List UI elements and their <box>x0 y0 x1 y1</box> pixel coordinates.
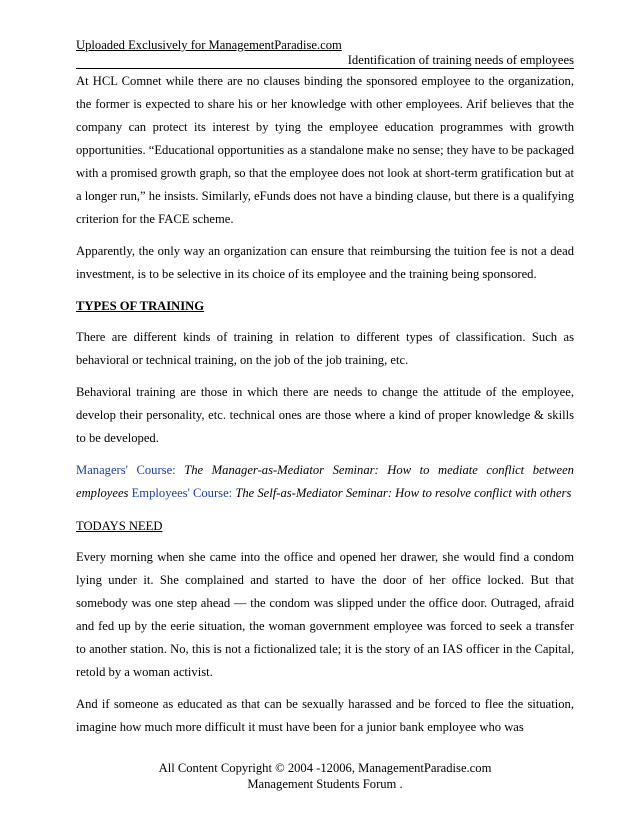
document-page <box>76 0 574 826</box>
paragraph-behavioral-training: Behavioral training are those in which there are needs to change the attitude of the employee, develop their personality, etc. technical ones are those where a kind of proper knowledge & skills to be developed. <box>76 385 574 445</box>
heading-todays-need: TODAYS NEED <box>76 519 163 533</box>
page-footer <box>76 760 574 792</box>
upload-notice: Uploaded Exclusively for ManagementParadise.com <box>76 38 342 52</box>
paragraph-hcl-comnet: At HCL Comnet while there are no clauses binding the sponsored employee to the organization, the former is expected to share his or her knowledge with other employees. Arif believes that the company can protect its interest by tying the employee education programmes with growth opportunities. “Educational opportunities as a standalone make no sense; they have to be packaged with a promised growth graph, so that the employee does not look at short-term gratification but at a longer run,” he insists. Similarly, eFunds does not have a binding clause, but there is a qualifying criterion for the FACE scheme. <box>76 74 575 226</box>
paragraph-kinds-of-training: There are different kinds of training in relation to different types of classification. Such as behavioral or technical training, on the job of the job training, etc. <box>76 330 574 367</box>
employees-course-label: Employees' Course: <box>131 486 233 500</box>
forum-line: Management Students Forum . <box>247 777 403 791</box>
paragraph-office-story: Every morning when she came into the office and opened her drawer, she would find a condom lying under it. She complained and started to have the door of her office locked. But that somebody was one step ahead — the condom was slipped under the office door. Outraged, afraid and fed up by the eerie situation, the woman government employee was forced to seek a transfer to another station. No, this is not a fictionalized tale; it is the story of an IAS officer in the Capital, retold by a woman activist. <box>76 550 574 679</box>
course-list <box>76 459 574 505</box>
paragraph-bank-employee: And if someone as educated as that can be sexually harassed and be forced to flee the situation, imagine how much more difficult it must have been for a junior bank employee who was <box>76 697 574 734</box>
document-body <box>76 70 574 748</box>
document-title: Identification of training needs of employees <box>347 53 574 67</box>
employees-course-title: The Self-as-Mediator Seminar: How to resolve conflict with others <box>235 486 572 500</box>
managers-course-label: Managers' Course: <box>76 463 176 477</box>
paragraph-selective-investment: Apparently, the only way an organization can ensure that reimbursing the tuition fee is not a dead investment, is to be selective in its choice of its employee and the training being sponsored. <box>76 244 574 281</box>
heading-types-of-training: TYPES OF TRAINING <box>76 299 205 313</box>
copyright-line: All Content Copyright © 2004 -12006, ManagementParadise.com <box>158 761 492 775</box>
managers-course-title: The Manager-as-Mediator Seminar: How to mediate conflict between employees <box>76 463 574 500</box>
